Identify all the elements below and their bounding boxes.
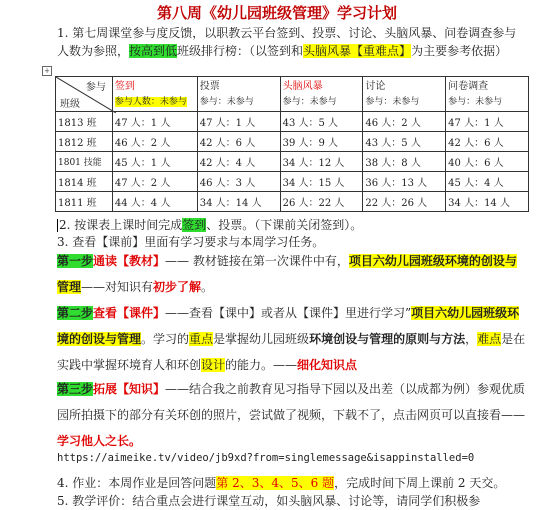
intro-highlight-focus: 头脑风暴【重难点】 bbox=[303, 44, 412, 58]
step-2-text-1: ——查看【课中】或者从【课件】里进行学习” bbox=[165, 306, 412, 320]
cell-value: 34 人：14 人 bbox=[446, 192, 529, 212]
step-3-action: 拓展【知识】 bbox=[93, 382, 166, 396]
cell-value: 47 人：2 人 bbox=[112, 172, 197, 192]
cell-value: 45 人：1 人 bbox=[112, 152, 197, 172]
text-cursor bbox=[57, 219, 58, 232]
item-2-text-2: 、投票。（下课前关闭签到）。 bbox=[206, 218, 363, 232]
cell-value: 46 人：3 人 bbox=[197, 172, 280, 192]
item-2 bbox=[57, 216, 362, 233]
item-3: 3. 查看【课前】里面有学习要求与本周学习任务。 bbox=[57, 235, 325, 249]
cell-value: 47 人：1 人 bbox=[112, 112, 197, 132]
cell-value: 34 人：12 人 bbox=[280, 152, 363, 172]
header-name: 讨论 bbox=[365, 81, 386, 92]
cell-value: 36 人：13 人 bbox=[363, 172, 446, 192]
cell-value: 44 人：4 人 bbox=[112, 192, 197, 212]
cell-value: 34 人：14 人 bbox=[197, 192, 280, 212]
step-1-text-1: —— 教材链接在第一次课件中有， bbox=[165, 254, 349, 268]
step-3-text-1: ——结合我之前教育见习指导下园以及出差（以成都为例）参观优质园所拍摄下的部分有关环创的照片，尝试做了视频，下载不了，点击网页可以直接看—— bbox=[57, 382, 526, 422]
item-4-text-2: ，完成时间下周上课前 2 天交。 bbox=[334, 476, 506, 490]
video-link[interactable]: https://aimeike.tv/video/jb9xd?from=singlemessage&isappinstalled=0 bbox=[57, 452, 475, 464]
cell-value: 22 人：26 人 bbox=[363, 192, 446, 212]
table-row bbox=[56, 152, 529, 172]
table-move-handle-icon[interactable]: + bbox=[42, 66, 52, 76]
cell-value: 40 人：6 人 bbox=[446, 152, 529, 172]
step-3 bbox=[57, 376, 527, 454]
participation-table bbox=[55, 76, 529, 212]
cell-value: 38 人：8 人 bbox=[363, 152, 446, 172]
header-sub: 参与：未参与 bbox=[365, 97, 420, 107]
step-1 bbox=[57, 248, 527, 300]
header-name: 头脑风暴 bbox=[282, 81, 323, 92]
table-row bbox=[56, 132, 529, 152]
step-1-red: 初步了解 bbox=[153, 280, 202, 294]
step-2-text-3: 是掌握幼儿园班级 bbox=[213, 332, 310, 346]
row-class: 1812 班 bbox=[56, 132, 113, 152]
header-name: 签到 bbox=[114, 81, 135, 92]
header-sub: 参与：未参与 bbox=[282, 97, 337, 107]
item-2-highlight: 签到 bbox=[182, 218, 207, 232]
cell-value: 43 人：5 人 bbox=[280, 112, 363, 132]
cell-value: 42 人：6 人 bbox=[446, 132, 529, 152]
step-3-label: 第三步 bbox=[57, 382, 94, 396]
header-survey bbox=[446, 77, 529, 112]
step-2-text-5: 是在实践中掌握环境育人和环创 bbox=[57, 332, 526, 372]
cell-value: 46 人：2 人 bbox=[112, 132, 197, 152]
intro-paragraph bbox=[57, 24, 527, 60]
step-2-highlight-5: 设计 bbox=[201, 358, 226, 372]
header-checkin bbox=[112, 77, 197, 112]
step-2-red: 细化知识点 bbox=[297, 358, 358, 372]
step-1-label: 第一步 bbox=[57, 254, 94, 268]
header-sub: 参与人数：未参与 bbox=[114, 97, 187, 107]
header-vote bbox=[197, 77, 280, 112]
cell-value: 26 人：22 人 bbox=[280, 192, 363, 212]
corner-label-top: 参与 bbox=[85, 82, 106, 93]
row-class: 1811 班 bbox=[56, 192, 113, 212]
step-1-action: 通读【教材】 bbox=[93, 254, 166, 268]
item-2-text-1: 2. 按课表上课时间完成 bbox=[59, 218, 183, 232]
cell-value: 43 人：5 人 bbox=[363, 132, 446, 152]
page-title: 第八周《幼儿园班级管理》学习计划 bbox=[156, 4, 397, 22]
step-1-highlight: 项目六幼儿园班级环境的创设与管理 bbox=[57, 254, 517, 294]
item-5: 5. 教学评价：结合重点会进行课堂互动，如头脑风暴、讨论等，请同学们积极参 bbox=[57, 494, 481, 508]
step-3-red: 学习他人之长。 bbox=[57, 434, 142, 448]
step-2-text-2: 。学习的 bbox=[141, 332, 190, 346]
header-name: 投票 bbox=[199, 81, 220, 92]
step-2-action: 查看【课件】 bbox=[93, 306, 166, 320]
item-4-text-1: 4. 作业：本周作业是回答问题 bbox=[57, 476, 217, 490]
item-4 bbox=[57, 474, 505, 491]
row-class: 1814 班 bbox=[56, 172, 113, 192]
cell-value: 34 人：15 人 bbox=[280, 172, 363, 192]
step-2 bbox=[57, 300, 527, 378]
header-discussion bbox=[363, 77, 446, 112]
header-sub: 参与：未参与 bbox=[448, 97, 503, 107]
step-2-text-4: ， bbox=[465, 332, 478, 346]
cell-value: 42 人：6 人 bbox=[197, 132, 280, 152]
step-2-highlight-3: 环境创设与管理的原则与方法 bbox=[309, 332, 466, 346]
intro-text-3: 为主要参考依据） bbox=[411, 44, 508, 58]
step-2-highlight-2: 重点 bbox=[189, 332, 214, 346]
header-brainstorm bbox=[280, 77, 363, 112]
item-4-highlight: 第 2、3、4、5、6 题 bbox=[216, 476, 335, 490]
cell-value: 47 人：1 人 bbox=[197, 112, 280, 132]
table-corner-cell bbox=[56, 77, 113, 112]
row-class: 1801 技能 bbox=[56, 152, 113, 172]
cell-value: 45 人：4 人 bbox=[446, 172, 529, 192]
table-row bbox=[56, 172, 529, 192]
row-class: 1813 班 bbox=[56, 112, 113, 132]
intro-highlight-rank: 按高到低 bbox=[129, 44, 178, 58]
step-1-end: 。 bbox=[201, 280, 214, 294]
intro-text-2: 班级排行榜：（以签到和 bbox=[177, 44, 304, 58]
cell-value: 47 人：1 人 bbox=[446, 112, 529, 132]
cell-value: 42 人：4 人 bbox=[197, 152, 280, 172]
step-2-highlight-1: 项目六幼儿园班级环境的创设与管理 bbox=[57, 306, 520, 346]
table-row bbox=[56, 112, 529, 132]
step-2-label: 第二步 bbox=[57, 306, 94, 320]
corner-label-bottom: 班级 bbox=[60, 99, 80, 110]
header-name: 问卷调查 bbox=[448, 81, 489, 92]
table-header-row bbox=[56, 77, 529, 112]
step-2-text-6: 的能力。—— bbox=[225, 358, 298, 372]
header-sub: 参与：未参与 bbox=[199, 97, 254, 107]
step-2-highlight-4: 难点 bbox=[477, 332, 502, 346]
cell-value: 39 人：9 人 bbox=[280, 132, 363, 152]
step-1-text-2: ——对知识有 bbox=[81, 280, 154, 294]
cell-value: 46 人：2 人 bbox=[363, 112, 446, 132]
table-row bbox=[56, 192, 529, 212]
intro-text-1: 1. 第七周课堂参与度反馈，以职教云平台签到、投票、讨论、头脑风暴、问卷调查参与人数为参照， bbox=[57, 26, 517, 58]
